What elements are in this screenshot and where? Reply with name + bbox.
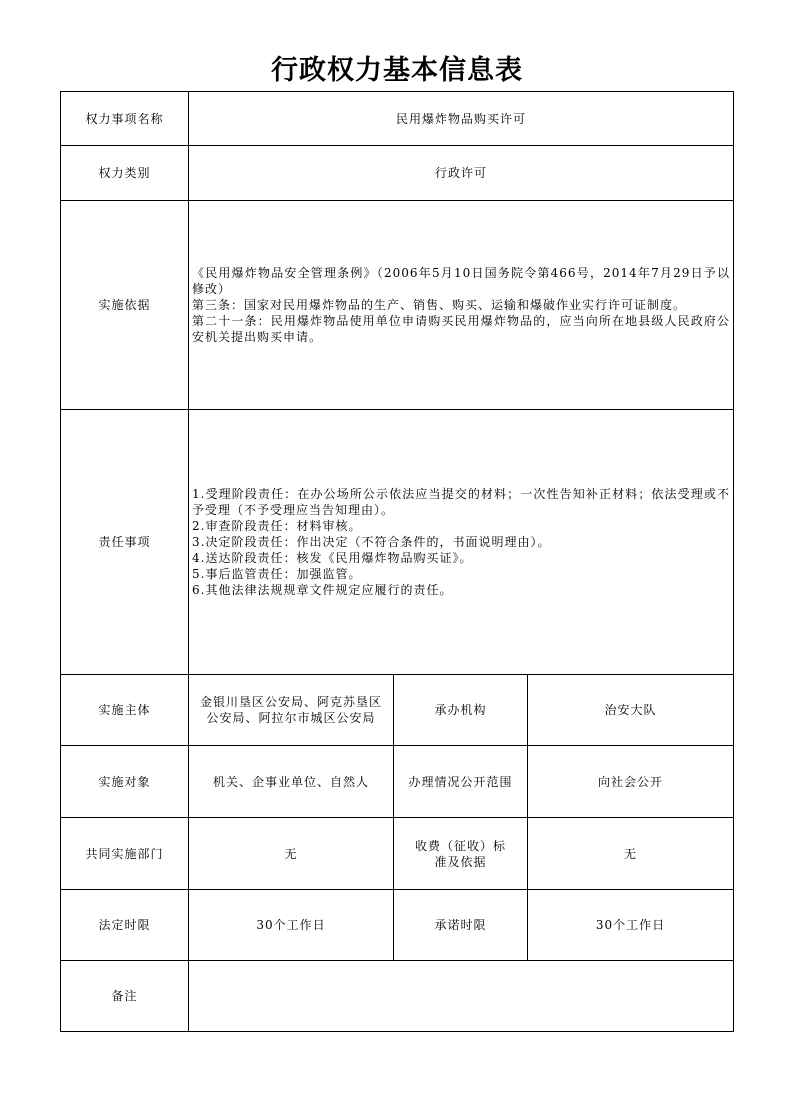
- table-row: [61, 675, 734, 746]
- table-row: [61, 92, 734, 146]
- responsibility-content: [189, 410, 734, 675]
- table-row: [61, 201, 734, 410]
- responsibility-label: 责任事项: [61, 410, 189, 675]
- basis-content: [189, 201, 734, 410]
- legal-time-value: 30个工作日: [189, 890, 394, 961]
- table-row: [61, 818, 734, 890]
- agency-label: 承办机构: [394, 675, 528, 746]
- responsibility-line: 1.受理阶段责任：在办公场所公示依法应当提交的材料；一次性告知补正材料；依法受理或不予受理（不予受理应当告知理由）。: [192, 487, 730, 517]
- power-type-label: 权力类别: [61, 146, 189, 201]
- table-row: [61, 890, 734, 961]
- table-row: [61, 961, 734, 1032]
- responsibility-line: 6.其他法律法规规章文件规定应履行的责任。: [192, 583, 453, 597]
- agency-value: 治安大队: [528, 675, 734, 746]
- legal-time-label: 法定时限: [61, 890, 189, 961]
- fee-label: 收费（征收）标准及依据: [394, 818, 528, 890]
- power-type-value: 行政许可: [189, 146, 734, 201]
- joint-dept-value: 无: [189, 818, 394, 890]
- promise-time-label: 承诺时限: [394, 890, 528, 961]
- responsibility-line: 3.决定阶段责任：作出决定（不符合条件的，书面说明理由）。: [192, 535, 551, 549]
- fee-value: 无: [528, 818, 734, 890]
- joint-dept-label: 共同实施部门: [61, 818, 189, 890]
- target-value: 机关、企事业单位、自然人: [189, 746, 394, 818]
- responsibility-line: 4.送达阶段责任：核发《民用爆炸物品购买证》。: [192, 551, 473, 565]
- responsibility-line: 2.审查阶段责任：材料审核。: [192, 519, 362, 533]
- target-label: 实施对象: [61, 746, 189, 818]
- page-title: 行政权力基本信息表: [271, 55, 523, 86]
- basis-label: 实施依据: [61, 201, 189, 410]
- basis-line: 第二十一条：民用爆炸物品使用单位申请购买民用爆炸物品的，应当向所在地县级人民政府公安机关提出购买申请。: [192, 314, 730, 344]
- basis-line: 第三条：国家对民用爆炸物品的生产、销售、购买、运输和爆破作业实行许可证制度。: [192, 298, 687, 312]
- table-row: [61, 746, 734, 818]
- responsibility-line: 5.事后监管责任：加强监管。: [192, 567, 362, 581]
- info-table: [60, 91, 734, 1032]
- basis-line: 《民用爆炸物品安全管理条例》（2006年5月10日国务院令第466号，2014年7月29日予以修改）: [192, 266, 730, 296]
- power-name-label: 权力事项名称: [61, 92, 189, 146]
- promise-time-value: 30个工作日: [528, 890, 734, 961]
- power-name-value: 民用爆炸物品购买许可: [189, 92, 734, 146]
- remarks-label: 备注: [61, 961, 189, 1032]
- subject-label: 实施主体: [61, 675, 189, 746]
- disclosure-value: 向社会公开: [528, 746, 734, 818]
- table-row: [61, 146, 734, 201]
- disclosure-label: 办理情况公开范围: [394, 746, 528, 818]
- remarks-value: [189, 961, 734, 1032]
- table-row: [61, 410, 734, 675]
- subject-value: 金银川垦区公安局、阿克苏垦区公安局、阿拉尔市城区公安局: [189, 675, 394, 746]
